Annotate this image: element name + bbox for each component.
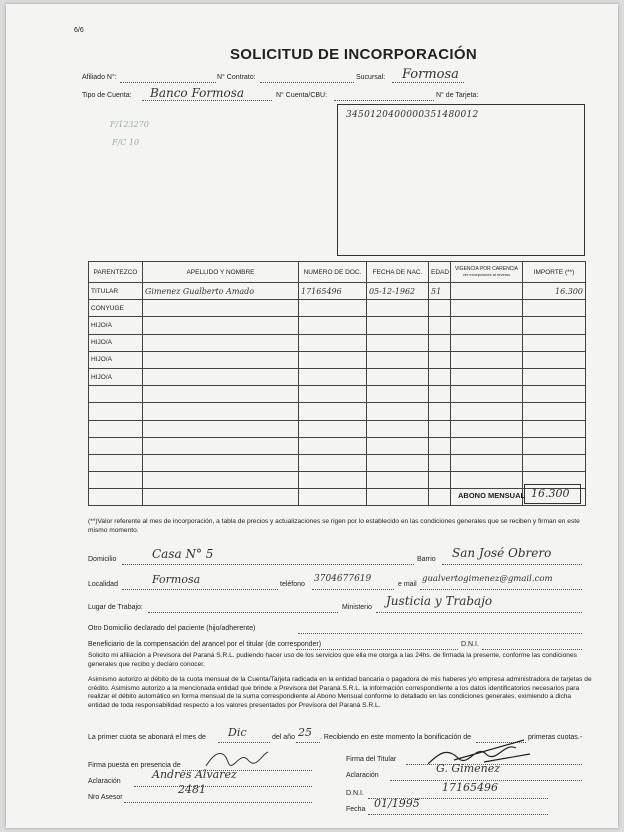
- cell-importe[interactable]: [523, 454, 586, 471]
- cuenta-cbu-label: N° Cuenta/CBU:: [276, 92, 328, 99]
- cell-nombre[interactable]: [143, 351, 299, 368]
- email-field[interactable]: [420, 589, 582, 590]
- cell-edad[interactable]: [429, 420, 451, 437]
- primera-cuota-label-c: . Recibiendo en este momento la bonificación de: [320, 734, 471, 741]
- contrato-label: N° Contrato:: [217, 74, 256, 81]
- cell-nombre[interactable]: [143, 420, 299, 437]
- col-fecha: FECHA DE NAC.: [367, 262, 429, 283]
- cell-fecha[interactable]: [367, 420, 429, 437]
- cell-vigencia[interactable]: [451, 351, 523, 368]
- firma-presencia-label: Firma puesta en presencia de: [88, 762, 181, 769]
- cell-nombre[interactable]: [143, 317, 299, 334]
- cell-fecha[interactable]: [367, 437, 429, 454]
- cell-edad[interactable]: [429, 472, 451, 489]
- cell-parentezco: [89, 454, 143, 471]
- beneficiario-field[interactable]: [296, 649, 458, 650]
- aclaracion-label-right: Aclaración: [346, 772, 379, 779]
- dni-value: 17165496: [442, 781, 498, 794]
- cell-importe[interactable]: [523, 437, 586, 454]
- fecha-field[interactable]: [368, 814, 548, 815]
- col-nombre: APELLIDO Y NOMBRE: [143, 262, 299, 283]
- cell-parentezco: [89, 472, 143, 489]
- cell-fecha[interactable]: [367, 489, 429, 506]
- cell-nombre[interactable]: [143, 489, 299, 506]
- cell-edad[interactable]: 51: [429, 283, 451, 300]
- telefono-value: 3704677619: [314, 574, 372, 584]
- afiliado-label: Afiliado N°:: [82, 74, 117, 81]
- barrio-label: Barrio: [417, 556, 436, 563]
- cell-doc[interactable]: [299, 300, 367, 317]
- cell-nombre[interactable]: [143, 437, 299, 454]
- cell-importe[interactable]: [523, 300, 586, 317]
- cell-importe[interactable]: [523, 420, 586, 437]
- cell-parentezco: [89, 386, 143, 403]
- cell-importe[interactable]: [523, 368, 586, 385]
- primera-cuota-anio: 25: [298, 726, 312, 739]
- contrato-field[interactable]: [260, 82, 354, 83]
- document-page: [6, 4, 618, 828]
- primera-cuota-mes: Dic: [228, 726, 247, 739]
- cell-vigencia[interactable]: [451, 300, 523, 317]
- cell-edad[interactable]: [429, 386, 451, 403]
- cell-nombre[interactable]: [143, 300, 299, 317]
- asesor-value: 2481: [178, 783, 206, 796]
- faded-note-2: F/C 10: [112, 138, 140, 147]
- fecha-label: Fecha: [346, 806, 366, 813]
- ministerio-value: Justicia y Trabajo: [386, 594, 493, 608]
- cell-doc[interactable]: 17165496: [299, 283, 367, 300]
- cell-vigencia[interactable]: [451, 472, 523, 489]
- cell-vigencia[interactable]: [451, 403, 523, 420]
- cell-parentezco: [89, 437, 143, 454]
- cell-fecha[interactable]: [367, 300, 429, 317]
- cell-fecha[interactable]: [367, 454, 429, 471]
- cell-parentezco: HIJO/A: [89, 351, 143, 368]
- cell-edad[interactable]: [429, 403, 451, 420]
- cell-edad[interactable]: [429, 437, 451, 454]
- domicilio-label: Domicilio: [88, 556, 117, 563]
- beneficiario-label: Beneficiario de la compensación del arancel por el titular (de corresponder): [88, 641, 322, 648]
- tipo-cuenta-label: Tipo de Cuenta:: [82, 92, 132, 99]
- members-table: [88, 261, 586, 506]
- aclaracion-label-left: Aclaración: [88, 778, 121, 785]
- dni-label: D.N.I.: [346, 790, 364, 797]
- cell-doc[interactable]: [299, 454, 367, 471]
- cell-doc[interactable]: [299, 317, 367, 334]
- cell-nombre[interactable]: [143, 368, 299, 385]
- cell-fecha[interactable]: [367, 368, 429, 385]
- col-vigencia: [451, 262, 523, 283]
- cell-importe[interactable]: [523, 403, 586, 420]
- cell-fecha[interactable]: 05-12-1962: [367, 283, 429, 300]
- abono-value: 16.300: [531, 487, 570, 500]
- cell-parentezco: HIJO/A: [89, 368, 143, 385]
- telefono-field[interactable]: [312, 589, 394, 590]
- table-row: [89, 420, 586, 437]
- cbu-value: 3450120400000351480012: [346, 110, 479, 120]
- primera-cuota-mes-field[interactable]: [218, 742, 270, 743]
- email-label: e mail: [398, 581, 417, 588]
- cell-nombre[interactable]: Gimenez Gualberto Amado: [143, 283, 299, 300]
- table-row: [89, 472, 586, 489]
- cell-fecha[interactable]: [367, 403, 429, 420]
- cell-parentezco: [89, 420, 143, 437]
- table-row: [89, 454, 586, 471]
- cuenta-cbu-field[interactable]: [334, 100, 434, 101]
- cell-vigencia[interactable]: [451, 437, 523, 454]
- barrio-field[interactable]: [442, 564, 582, 565]
- tipo-cuenta-value: Banco Formosa: [150, 86, 245, 100]
- tipo-cuenta-field[interactable]: [142, 100, 272, 101]
- fecha-value: 01/1995: [374, 797, 420, 810]
- cell-parentezco: HIJO/A: [89, 334, 143, 351]
- cell-doc[interactable]: [299, 386, 367, 403]
- cell-fecha[interactable]: [367, 317, 429, 334]
- cell-nombre[interactable]: [143, 454, 299, 471]
- cell-parentezco: HIJO/A: [89, 317, 143, 334]
- telefono-label: teléfono: [280, 581, 305, 588]
- cell-vigencia[interactable]: [451, 317, 523, 334]
- email-value: gualvertogimenez@gmail.com: [422, 574, 553, 584]
- localidad-value: Formosa: [152, 573, 201, 586]
- col-vigencia-label: VIGENCIA POR CARENCIA: [454, 266, 519, 272]
- cell-edad[interactable]: [429, 454, 451, 471]
- cell-vigencia[interactable]: [451, 454, 523, 471]
- cell-doc[interactable]: [299, 472, 367, 489]
- localidad-field[interactable]: [122, 589, 278, 590]
- tarjeta-label: N° de Tarjeta:: [436, 92, 479, 99]
- cell-vigencia[interactable]: [451, 368, 523, 385]
- cell-parentezco: [89, 403, 143, 420]
- sucursal-field[interactable]: [392, 82, 464, 83]
- col-vigencia-sub: ver excepciones al reverso: [462, 272, 511, 277]
- firma-titular-label: Firma del Titular: [346, 756, 397, 763]
- cell-nombre[interactable]: [143, 403, 299, 420]
- table-row: [89, 317, 586, 334]
- otro-domicilio-field[interactable]: [298, 633, 582, 634]
- table-row: [89, 368, 586, 385]
- sucursal-label: Sucursal:: [356, 74, 386, 81]
- asesor-field[interactable]: [124, 802, 312, 803]
- legal-text-2: Asimismo autorizo al débito de la cuota mensual de la Cuenta/Tarjeta radicada en la entidad bancaria o pagadora de mis haberes y/o empresa administradora de tarjetas de crédito. Asimismo autorizo a la mencionada entidad que brinde a Previsora del Paraná S.R.L. la información correspondiente a los datos identificatorios necesarios para realizar el débito automático en forma mensual de la suma correspondiente al Abono Mensual conforme lo detallado en las condiciones generales, eximiendo a dicha entidad de toda responsabilidad respecto a los valores presentados por Previsora del Paraná S.R.L.: [88, 676, 592, 709]
- ministerio-field[interactable]: [376, 612, 582, 613]
- cell-fecha[interactable]: [367, 386, 429, 403]
- cell-nombre[interactable]: [143, 472, 299, 489]
- col-parentezco: PARENTEZCO: [89, 262, 143, 283]
- table-row: [89, 386, 586, 403]
- cell-edad[interactable]: [429, 489, 451, 506]
- cell-vigencia[interactable]: [451, 283, 523, 300]
- cell-fecha[interactable]: [367, 472, 429, 489]
- ministerio-label: Ministerio: [342, 604, 372, 611]
- cell-doc[interactable]: [299, 489, 367, 506]
- cell-importe[interactable]: [523, 351, 586, 368]
- cell-doc[interactable]: [299, 368, 367, 385]
- primera-cuota-label-b: del año: [272, 734, 295, 741]
- primera-cuota-anio-field[interactable]: [296, 742, 320, 743]
- otro-domicilio-label: Otro Domicilio declarado del paciente (hijo/adherente): [88, 625, 256, 632]
- cell-edad[interactable]: [429, 334, 451, 351]
- primera-cuota-label-d: primeras cuotas.-: [528, 734, 583, 741]
- col-doc: NUMERO DE DOC.: [299, 262, 367, 283]
- cell-doc[interactable]: [299, 334, 367, 351]
- table-row: [89, 300, 586, 317]
- cell-fecha[interactable]: [367, 334, 429, 351]
- table-row: [89, 351, 586, 368]
- localidad-label: Localidad: [88, 581, 118, 588]
- table-row: [89, 334, 586, 351]
- cell-doc[interactable]: [299, 403, 367, 420]
- cell-importe[interactable]: 16.300: [523, 283, 586, 300]
- cell-edad[interactable]: [429, 317, 451, 334]
- domicilio-field[interactable]: [122, 564, 414, 565]
- aclaracion-field-left[interactable]: [134, 786, 312, 787]
- domicilio-value: Casa N° 5: [152, 547, 214, 561]
- legal-text-1: Solicito mi afiliación a Previsora del Paraná S.R.L. pudiendo hacer uso de los servicios que ella me otorga a las 24hs. de firmada la presente, conforme las condiciones generales que recibo y declaro conocer.: [88, 652, 577, 668]
- table-row: [89, 403, 586, 420]
- cell-nombre[interactable]: [143, 386, 299, 403]
- aclaracion-value-right: G. Gimenez: [436, 762, 501, 775]
- cell-importe[interactable]: [523, 386, 586, 403]
- cell-vigencia[interactable]: [451, 386, 523, 403]
- table-header-row: [89, 262, 586, 283]
- beneficiario-dni-label: D.N.I.: [461, 641, 479, 648]
- cell-importe[interactable]: [523, 334, 586, 351]
- trabajo-field[interactable]: [148, 612, 338, 613]
- cell-doc[interactable]: [299, 420, 367, 437]
- page-title: SOLICITUD DE INCORPORACIÓN: [230, 46, 477, 63]
- cell-parentezco: CONYUGE: [89, 300, 143, 317]
- cell-parentezco: [89, 489, 143, 506]
- afiliado-field[interactable]: [120, 82, 216, 83]
- sucursal-value: Formosa: [402, 67, 459, 82]
- trabajo-label: Lugar de Trabajo:: [88, 604, 143, 611]
- cbu-box[interactable]: [337, 104, 585, 256]
- cell-importe[interactable]: [523, 317, 586, 334]
- cell-edad[interactable]: [429, 300, 451, 317]
- cell-parentezco: TITULAR: [89, 283, 143, 300]
- cell-nombre[interactable]: [143, 334, 299, 351]
- cell-edad[interactable]: [429, 368, 451, 385]
- barrio-value: San José Obrero: [452, 546, 552, 560]
- cell-doc[interactable]: [299, 437, 367, 454]
- aclaracion-value-left: Andres Alvarez: [152, 768, 237, 781]
- table-row: [89, 437, 586, 454]
- faded-note-1: F/123270: [110, 120, 149, 129]
- abono-label: ABONO MENSUAL: [458, 491, 526, 500]
- col-edad: EDAD: [429, 262, 451, 283]
- primera-cuota-label-a: La primer cuota se abonará el mes de: [88, 734, 206, 741]
- note-text: (**)Valor referente al mes de incorporación, a tabla de precios y actualizaciones se rigen por lo establecido en las condiciones generales que se reciben y firman en este mismo momento.: [88, 518, 580, 534]
- page-number: 6/6: [74, 27, 84, 34]
- cell-fecha[interactable]: [367, 351, 429, 368]
- col-importe: IMPORTE (**): [523, 262, 586, 283]
- beneficiario-dni-field[interactable]: [482, 649, 582, 650]
- table-row: [89, 283, 586, 300]
- asesor-label: Nro Asesor: [88, 794, 123, 801]
- cell-doc[interactable]: [299, 351, 367, 368]
- cell-vigencia[interactable]: [451, 420, 523, 437]
- cell-vigencia[interactable]: [451, 334, 523, 351]
- cell-edad[interactable]: [429, 351, 451, 368]
